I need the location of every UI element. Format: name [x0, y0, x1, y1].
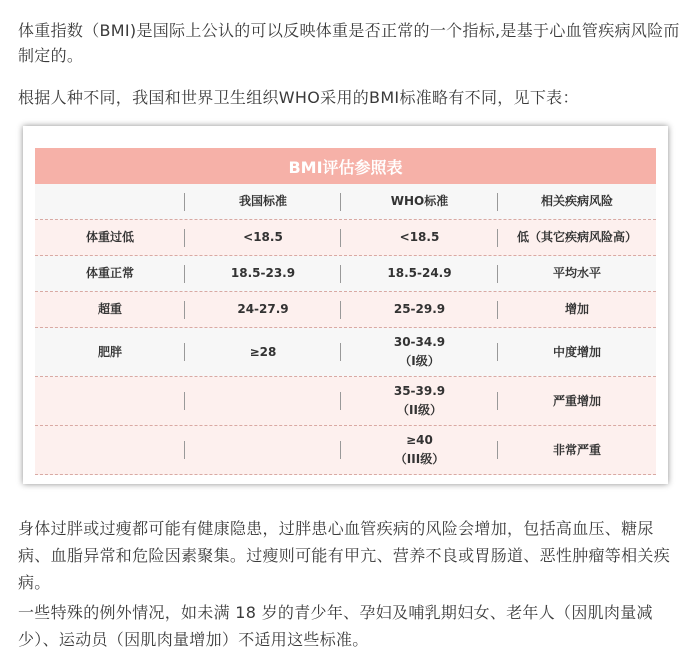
outro-paragraph-2: 一些特殊的例外情况，如未满 18 岁的青少年、孕妇及哺乳期妇女、老年人（因肌肉量减少）、运动员（因肌肉量增加）不适用这些标准。: [18, 603, 653, 649]
table-row: [35, 328, 656, 377]
cell-china: [185, 377, 341, 425]
cell-category: 肥胖: [35, 328, 185, 376]
cell-who: 35-39.9 （II级）: [341, 377, 498, 425]
table-row: [35, 256, 656, 292]
table-header-row: [35, 184, 656, 220]
cell-who: 25-29.9: [341, 292, 498, 327]
intro-paragraph-2: 根据人种不同，我国和世界卫生组织WHO采用的BMI标准略有不同，见下表：: [18, 88, 579, 107]
cell-category: [35, 377, 185, 425]
header-who-standard: WHO标准: [341, 184, 498, 219]
header-china-standard: 我国标准: [185, 184, 341, 219]
cell-who: <18.5: [341, 220, 498, 255]
cell-china: [185, 426, 341, 474]
cell-who: ≥40 （III级）: [341, 426, 498, 474]
header-blank: [35, 184, 185, 219]
cell-category: [35, 426, 185, 474]
table-row: [35, 220, 656, 256]
cell-risk: 低（其它疾病风险高）: [516, 230, 637, 244]
cell-china: 24-27.9: [185, 292, 341, 327]
cell-risk: 严重增加: [552, 393, 601, 408]
cell-risk: 非常严重: [552, 442, 601, 457]
header-disease-risk: 相关疾病风险: [540, 194, 613, 208]
cell-risk: 中度增加: [552, 344, 601, 359]
cell-category: 体重正常: [35, 256, 185, 291]
cell-china: ≥28: [185, 328, 341, 376]
cell-category: 超重: [35, 292, 185, 327]
table-row: [35, 426, 656, 475]
cell-risk: 平均水平: [552, 266, 601, 280]
cell-who: 30-34.9 （I级）: [341, 328, 498, 376]
cell-category: 体重过低: [35, 220, 185, 255]
table-title: BMI评估参照表: [35, 148, 656, 184]
cell-risk: 增加: [564, 302, 589, 316]
cell-china: 18.5-23.9: [185, 256, 341, 291]
table-row: [35, 377, 656, 426]
cell-china: <18.5: [185, 220, 341, 255]
intro-paragraph-1: 体重指数（BMI)是国际上公认的可以反映体重是否正常的一个指标,是基于心血管疾病风险而制定的。: [18, 21, 680, 65]
bmi-table-card: [23, 126, 668, 484]
outro-paragraph-1: 身体过胖或过瘦都可能有健康隐患，过胖患心血管疾病的风险会增加，包括高血压、糖尿病、血脂异常和危险因素聚集。过瘦则可能有甲亢、营养不良或胃肠道、恶性肿瘤等相关疾病。: [18, 519, 671, 592]
table-row: [35, 292, 656, 328]
cell-who: 18.5-24.9: [341, 256, 498, 291]
